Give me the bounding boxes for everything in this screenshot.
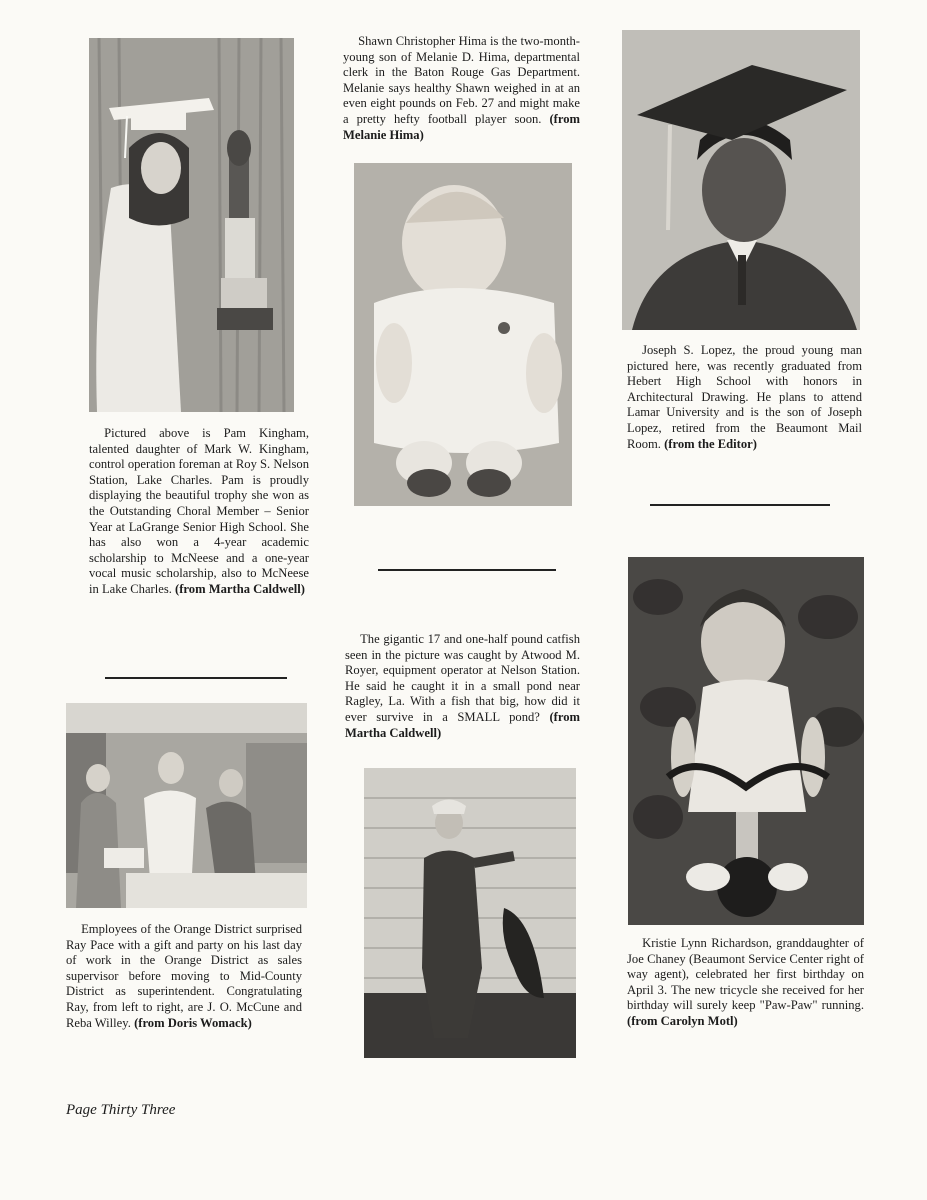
caption-text: Shawn Christopher Hima is the two-month-young son of Melanie D. Hima, departmental clerk in the Baton Rouge Gas Department. Melanie says healthy Shawn weighed in at an even eight pounds on Feb. 27 and might make a pretty hefty football player soon. bbox=[343, 34, 580, 126]
caption-credit: (from Carolyn Motl) bbox=[627, 1013, 738, 1028]
photo-shawn-hima bbox=[354, 163, 572, 506]
caption-credit: (from Melanie Hima) bbox=[343, 111, 580, 142]
caption-text: The gigantic 17 and one-half pound catfish seen in the picture was caught by Atwood M. Royer, equipment operator at Nelson Station. He said he caught it in a small pond near Ragley, La. With a fish that big, how did it ever survive in a SMALL pond? bbox=[345, 632, 580, 724]
caption-credit: (from Doris Womack) bbox=[134, 1015, 252, 1030]
photo-pam-kingham bbox=[89, 38, 294, 412]
caption-text: Kristie Lynn Richardson, granddaughter of Joe Chaney (Beaumont Service Center right of way agent), celebrated her first birthday on April 3. The new tricycle she received for her birthday will surely keep "Paw-Paw" running. bbox=[627, 936, 864, 1013]
caption-credit: (from Martha Caldwell) bbox=[345, 709, 580, 740]
caption-ray-pace bbox=[66, 922, 302, 1031]
photo-kristie-richardson bbox=[628, 557, 864, 925]
divider-rule bbox=[650, 504, 830, 506]
photo-ray-pace-party bbox=[66, 703, 307, 908]
caption-text: Employees of the Orange District surprised Ray Pace with a gift and party on his last day of work in the Orange District as sales supervisor before moving to Mid-County District as superintendent. Congratulating Ray, from left to right, are J. O. McCune and Reba Willey. bbox=[66, 922, 302, 1030]
photo-joseph-lopez bbox=[622, 30, 860, 330]
caption-text: Joseph S. Lopez, the proud young man pictured here, was recently graduated from Hebert High School with honors in Architectural Drawing. He plans to attend Lamar University and is the son of Joseph Lopez, retired from the Beaumont Mail Room. bbox=[627, 343, 862, 451]
caption-kristie-richardson bbox=[627, 936, 864, 1030]
caption-catfish bbox=[345, 632, 580, 741]
page-number: Page Thirty Three bbox=[66, 1102, 176, 1118]
divider-rule bbox=[105, 677, 287, 679]
caption-text: Pictured above is Pam Kingham, talented daughter of Mark W. Kingham, control operation foreman at Roy S. Nelson Station, Lake Charles. Pam is proudly displaying the beautiful trophy she won as the Outstanding Choral Member – Senior Year at LaGrange Senior High School. She has also won a 4-year academic scholarship to McNeese and a one-year vocal music scholarship, also to McNeese in Lake Charles. bbox=[89, 426, 309, 596]
divider-rule bbox=[378, 569, 556, 571]
caption-shawn-hima bbox=[343, 34, 580, 143]
caption-joseph-lopez bbox=[627, 343, 862, 452]
caption-pam-kingham bbox=[89, 426, 309, 598]
photo-catfish bbox=[364, 768, 576, 1058]
caption-credit: (from Martha Caldwell) bbox=[175, 581, 305, 596]
caption-credit: (from the Editor) bbox=[664, 436, 757, 451]
